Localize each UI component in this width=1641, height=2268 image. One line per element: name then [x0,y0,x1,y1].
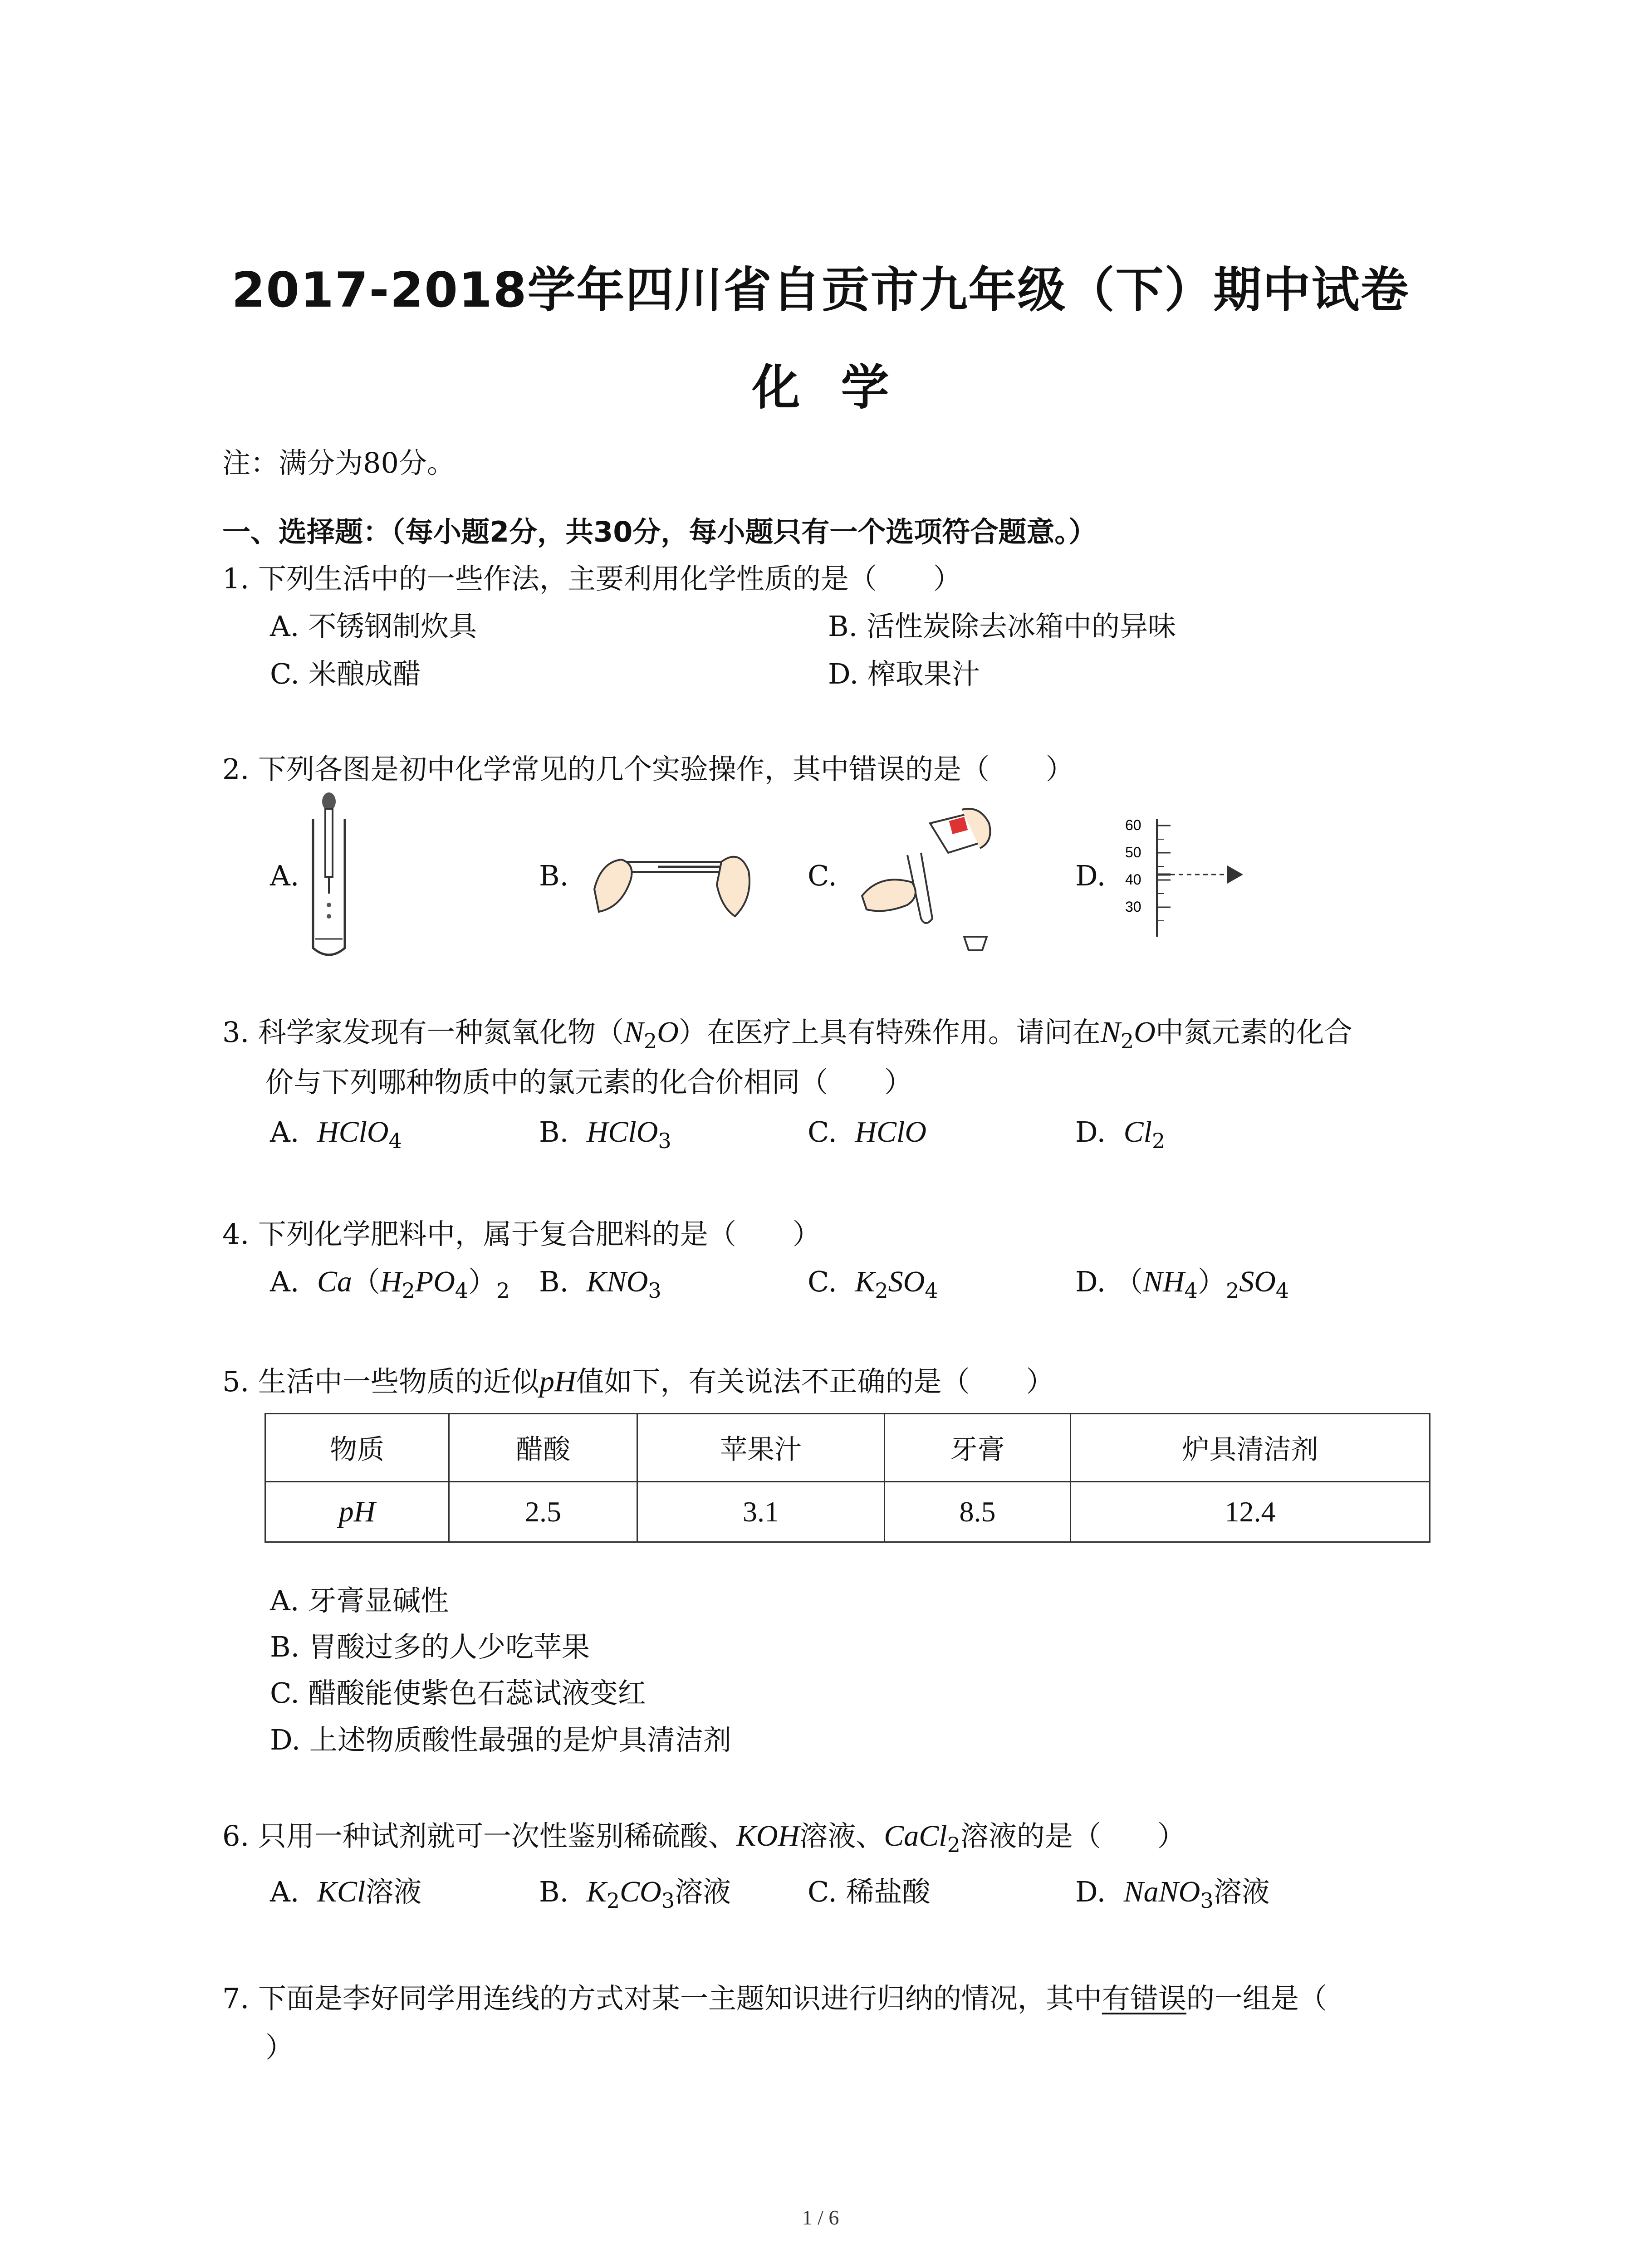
q4-option-b: B. $KNO_3$ [539,1265,661,1303]
q3-option-c: C. HClO [808,1115,927,1149]
q5-stem: 5. 生活中一些物质的近似pH值如下，有关说法不正确的是（ ） [222,1365,1054,1398]
page-number: 1 / 6 [802,2206,839,2229]
q6-stem: 6. 只用一种试剂就可一次性鉴别稀硫酸、KOH溶液、CaCl$_2$溶液的是（ ） [222,1819,1185,1857]
table-cell: 3.1 [637,1481,885,1542]
q1-option-b: B. 活性炭除去冰箱中的异味 [828,610,1176,643]
q3-stem-line1: 3. 科学家发现有一种氮氧化物$(N_2O)$在医疗上具有特殊作用。请问在$N_2O$中氮元素的化合 [222,1016,1352,1053]
q4-stem: 4. 下列化学肥料中，属于复合肥料的是（ ） [222,1217,821,1251]
q1-stem: 1. 下列生活中的一些作法，主要利用化学性质的是（ ） [222,562,961,595]
table-header-cell: 醋酸 [449,1414,637,1482]
q3-option-a: A. HClO$_4$ [270,1115,402,1153]
cylinder-tick-40: 40 [1125,871,1141,888]
q7-stem-line2: ） [265,2031,294,2064]
q5-option-a: A. 牙膏显碱性 [270,1584,449,1617]
q3-stem-line2: 价与下列哪种物质中的氯元素的化合价相同（ ） [265,1066,913,1099]
q2-option-a: A. [270,859,299,892]
q7-stem-line1: 7. 下面是李好同学用连线的方式对某一主题知识进行归纳的情况，其中有错误的一组是（ [222,1982,1327,2015]
table-cell: 12.4 [1071,1481,1430,1542]
cylinder-tick-50: 50 [1125,844,1141,860]
q2-stem: 2. 下列各图是初中化学常见的几个实验操作，其中错误的是（ ） [222,753,1074,786]
q4-option-c: C. $K_2SO_4$ [808,1265,938,1303]
q1-option-a: A. 不锈钢制炊具 [270,610,477,643]
q3-option-d: D. $Cl_2$ [1075,1115,1166,1153]
note: 注：满分为80分。 [222,446,455,479]
q4-option-a: A. $Ca(H_2PO_4)_2$ [270,1265,510,1303]
ph-table [265,1413,1430,1543]
cylinder-tick-30: 30 [1125,899,1141,915]
table-header-cell: 炉具清洁剂 [1071,1414,1430,1482]
table-row [265,1414,1430,1482]
cylinder-tick-60: 60 [1125,817,1141,833]
subject-title: 化学 [752,360,930,415]
q2-option-d: D. [1075,859,1106,892]
hands-holding-test-tube-figure [585,821,758,925]
q5-option-c: C. 醋酸能使紫色石蕊试液变红 [270,1677,646,1710]
q1-option-d: D. 榨取果汁 [828,657,980,690]
pouring-liquid-figure [853,805,1003,955]
table-row-label: pH [265,1481,449,1542]
q6-option-c: C. 稀盐酸 [808,1875,931,1908]
q2-option-c: C. [808,859,837,892]
section-heading: 一、选择题：（每小题2分，共30分，每小题只有一个选项符合题意。） [222,515,1097,548]
q5-option-b: B. 胃酸过多的人少吃苹果 [270,1630,590,1663]
page-title: 2017-2018学年四川省自贡市九年级（下）期中试卷 [231,262,1410,318]
table-header-cell: 苹果汁 [637,1414,885,1482]
q3-option-b: B. HClO$_3$ [539,1115,671,1153]
dropper-in-test-tube-figure [304,792,358,959]
table-cell: 8.5 [885,1481,1071,1542]
q1-option-c: C. 米酿成醋 [270,657,421,690]
q5-option-d: D. 上述物质酸性最强的是炉具清洁剂 [270,1723,731,1756]
q2-option-b: B. [539,859,569,892]
graduated-cylinder-reading-figure [1121,816,1257,939]
table-row [265,1481,1430,1542]
q4-option-d: D. $(NH_4)_2SO_4$ [1075,1265,1289,1303]
table-cell: 2.5 [449,1481,637,1542]
q6-option-a: A. KCl溶液 [270,1875,422,1908]
table-header-cell: 物质 [265,1414,449,1482]
q6-option-d: D. NaNO$_3$溶液 [1075,1875,1270,1913]
q6-option-b: B. $K_2CO_3$溶液 [539,1875,731,1913]
table-header-cell: 牙膏 [885,1414,1071,1482]
